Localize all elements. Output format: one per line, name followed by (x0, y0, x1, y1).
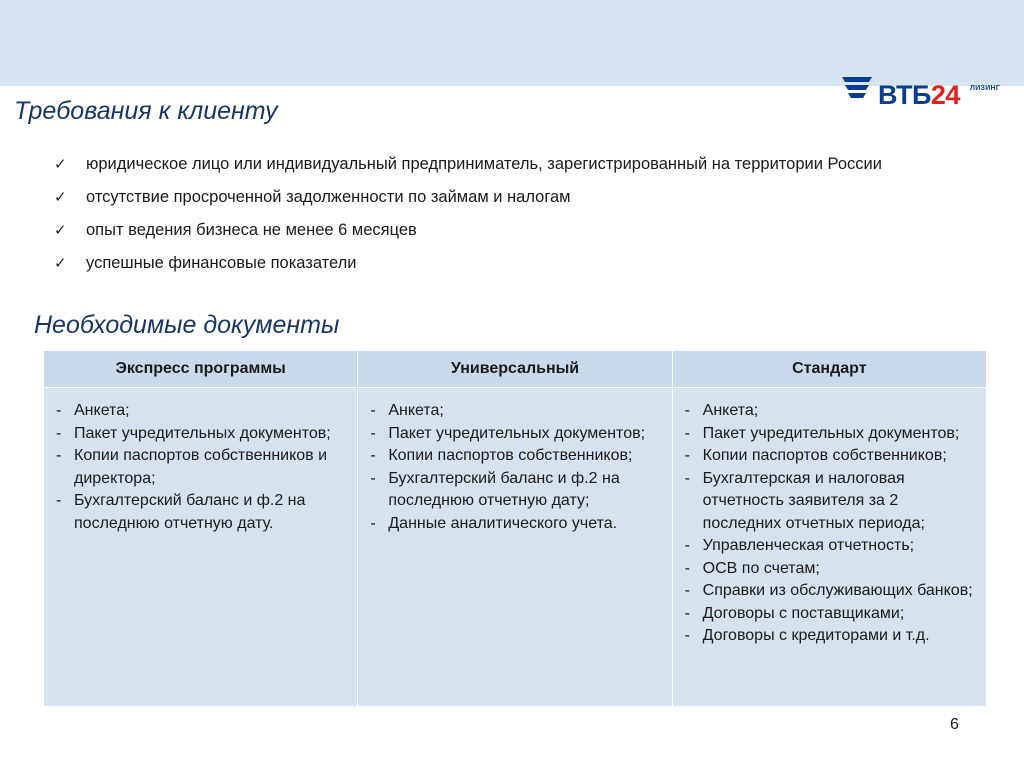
checkmark-icon: ✓ (54, 222, 67, 239)
universal-doc-list (366, 400, 663, 535)
list-item: - Копии паспортов собственников; (366, 445, 663, 468)
cell-standard (672, 388, 986, 707)
requirement-item (54, 148, 984, 181)
list-item: - Бухгалтерский баланс и ф.2 на последнюю отчетную дату; (366, 468, 663, 513)
table-row (44, 388, 987, 707)
logo-wordmark (878, 80, 960, 110)
logo-number: 24 (930, 80, 960, 110)
documents-heading: Необходимые документы (34, 311, 340, 339)
requirements-list (54, 148, 984, 280)
list-item: - Копии паспортов собственников; (681, 445, 978, 468)
list-item: - Анкета; (366, 400, 663, 423)
vtb-logo-icon (840, 74, 874, 100)
list-item: - Анкета; (52, 400, 349, 423)
requirement-text: отсутствие просроченной задолженности по займам и налогам (86, 188, 571, 206)
list-item: - Договоры с поставщиками; (681, 603, 978, 626)
requirement-text: успешные финансовые показатели (86, 254, 357, 272)
logo-subtitle: ЛИЗИНГ (970, 85, 1001, 92)
logo-brand: ВТБ (878, 80, 931, 110)
list-item: - ОСВ по счетам; (681, 558, 978, 581)
documents-table (43, 350, 987, 707)
checkmark-icon: ✓ (54, 189, 67, 206)
express-doc-list (52, 400, 349, 535)
list-item: - Договоры с кредиторами и т.д. (681, 625, 978, 648)
requirement-text: юридическое лицо или индивидуальный предприниматель, зарегистрированный на территории России (86, 155, 882, 173)
list-item: - Копии паспортов собственников и директора; (52, 445, 349, 490)
checkmark-icon: ✓ (54, 156, 67, 173)
list-item: - Справки из обслуживающих банков; (681, 580, 978, 603)
column-header-standard: Стандарт (672, 351, 986, 388)
column-header-express: Экспресс программы (44, 351, 358, 388)
list-item: - Бухгалтерская и налоговая отчетность заявителя за 2 последних отчетных периода; (681, 468, 978, 536)
requirement-text: опыт ведения бизнеса не менее 6 месяцев (86, 221, 417, 239)
standard-doc-list (681, 400, 978, 648)
table-header-row (44, 351, 987, 388)
vtb24-leasing-logo (840, 74, 1001, 114)
column-header-universal: Универсальный (358, 351, 672, 388)
list-item: - Пакет учредительных документов; (681, 423, 978, 446)
requirement-item (54, 214, 984, 247)
cell-universal (358, 388, 672, 707)
list-item: - Данные аналитического учета. (366, 513, 663, 536)
list-item: - Бухгалтерский баланс и ф.2 на последнюю отчетную дату. (52, 490, 349, 535)
requirements-heading: Требования к клиенту (14, 97, 278, 125)
requirement-item (54, 247, 984, 280)
list-item: - Пакет учредительных документов; (52, 423, 349, 446)
checkmark-icon: ✓ (54, 255, 67, 272)
page-number: 6 (950, 716, 959, 733)
list-item: - Анкета; (681, 400, 978, 423)
list-item: - Управленческая отчетность; (681, 535, 978, 558)
cell-express (44, 388, 358, 707)
list-item: - Пакет учредительных документов; (366, 423, 663, 446)
requirement-item (54, 181, 984, 214)
